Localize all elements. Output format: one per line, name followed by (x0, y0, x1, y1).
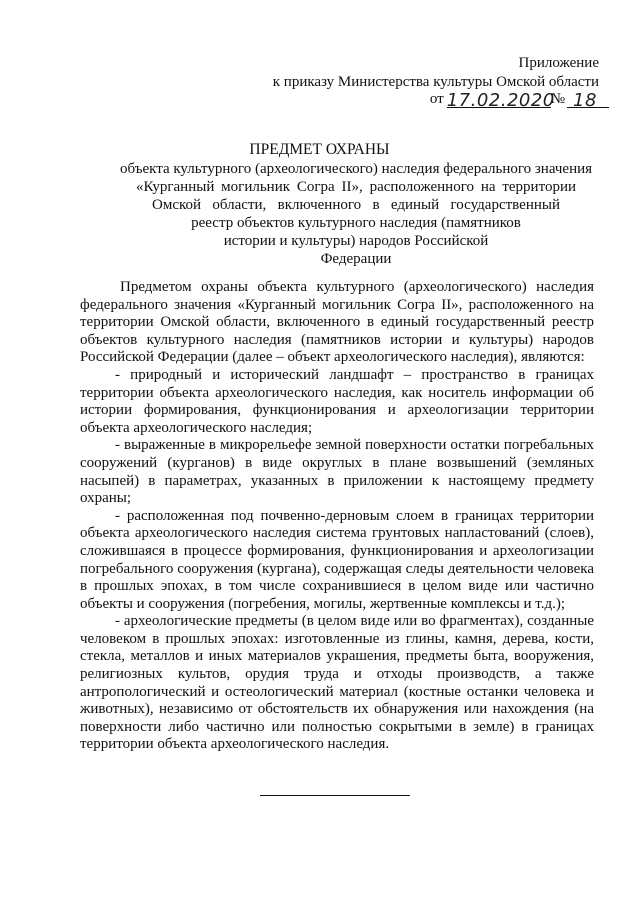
body-line: насыпей) в параметрах, указанных в приложении к настоящему предмету (80, 472, 594, 489)
body-line: антропологический и остеологический материал (костные останки человека и (80, 683, 594, 700)
subtitle-line: объекта культурного (археологического) наследия федерального значения (119, 161, 593, 177)
body-line: - природный и исторический ландшафт – пространство в границах (115, 366, 594, 383)
body-line: - расположенная под почвенно-дерновым слоем в границах территории (115, 507, 594, 524)
body-line: объекты и сооружения (погребения, могилы, жертвенные комплексы и т.д.); (80, 595, 566, 612)
appendix-label: Приложение (518, 55, 599, 71)
handwritten-date: 17.02.2020 (446, 90, 555, 111)
body-line: Предметом охраны объекта культурного (археологического) наследия (120, 279, 594, 295)
document-title: ПРЕДМЕТ ОХРАНЫ (249, 141, 390, 158)
body-line: погребального сооружения (кургана), содержащая следы деятельности человека (80, 560, 594, 577)
body-line: охраны; (80, 490, 132, 507)
number-sign: № (550, 91, 565, 107)
body-line: территории Омской области, включенного в единый государственный реестр (80, 314, 594, 331)
subtitle-line: Омской области, включенного в единый государственный (152, 197, 560, 213)
body-line: территории объекта археологического наследия. (80, 736, 390, 753)
date-prefix: от (429, 91, 444, 107)
document-body (80, 279, 594, 754)
body-line: - археологические предметы (в целом виде или во фрагментах), созданные (115, 613, 594, 630)
body-line: истории формирования, функционирования и археологизации территории (80, 402, 594, 419)
body-line: человеком в прошлых эпохах: изготовленные из глины, камня, дерева, кости, (80, 630, 594, 647)
date-field (446, 90, 555, 111)
body-line: - выраженные в микрорельефе земной поверхности остатки погребальных (115, 437, 594, 454)
body-line: сложившаяся в процессе формирования, функционирования и археологизации (80, 542, 594, 559)
body-line: объекта археологического наследия; (80, 419, 313, 436)
handwritten-number: 18 (573, 90, 597, 111)
document-subtitle (118, 160, 594, 268)
number-field (567, 90, 609, 111)
body-line: в прошлых эпохах, в том числе сохранившиеся в целом виде или частично (80, 578, 594, 595)
body-line: стекла, металлов и иных материалов украшения, предметы быта, вооружения, (80, 648, 594, 665)
body-line: поверхности либо частично или полностью сокрытыми в земле) в границах (80, 718, 594, 735)
order-date-number (429, 90, 609, 111)
body-line: федерального значения «Курганный могильник Согра II», расположенного на (80, 296, 594, 313)
subtitle-line: «Курганный могильник Согра II», расположенного на территории (136, 179, 576, 195)
subtitle-line: Федерации (320, 251, 392, 267)
body-line: сооружений (курганов) в виде округлых в плане возвышений (земляных (80, 454, 594, 471)
body-line: объекта археологического наследия система грунтовых напластований (слоев), (80, 525, 594, 542)
body-line: Российской Федерации (далее – объект археологического наследия), являются: (80, 349, 585, 366)
body-line: религиозных культов, орудия труда и отходы производств, а также (80, 666, 594, 683)
body-line: животных), независимо от обстоятельств их обнаружения или нахождения (на (80, 701, 594, 718)
subtitle-line: реестр объектов культурного наследия (памятников (191, 215, 521, 231)
closing-rule (260, 795, 410, 796)
body-line: объектов культурного наследия (памятников истории и культуры) народов (80, 331, 594, 348)
subtitle-line: истории и культуры) народов Российской (223, 233, 489, 249)
order-reference: к приказу Министерства культуры Омской области (272, 74, 599, 90)
body-line: территории объекта археологического наследия, как носитель информации об (80, 384, 594, 401)
